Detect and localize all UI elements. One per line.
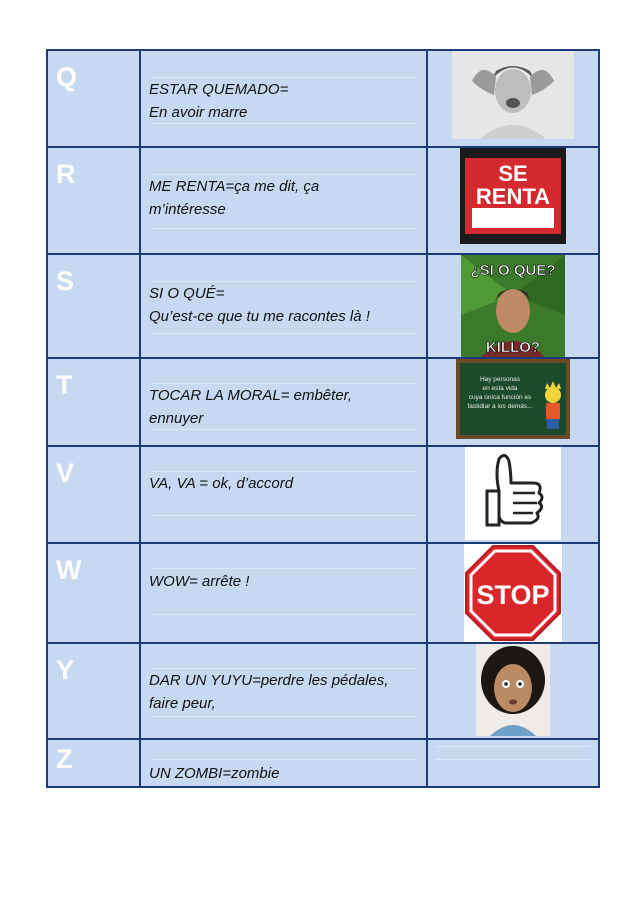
- expression-text: SI O QUÉ=: [149, 285, 225, 302]
- image-cell: [427, 254, 599, 358]
- row-letter: V: [56, 458, 75, 488]
- image-cell: [427, 358, 599, 446]
- expression-text: WOW= arrête !: [149, 573, 250, 590]
- letter-cell: [47, 543, 140, 643]
- row-letter: S: [56, 266, 75, 296]
- row-letter: Q: [56, 62, 78, 92]
- letter-cell: [47, 446, 140, 543]
- table-row: [47, 50, 599, 147]
- expression-text: DAR UN YUYU=perdre les pédales,: [149, 672, 389, 689]
- expression-text: UN ZOMBI=zombie: [149, 765, 280, 782]
- image-cell: [427, 50, 599, 147]
- thumbs-up-icon: [465, 447, 561, 540]
- table-row: [47, 254, 599, 358]
- svg-text:RENTA: RENTA: [475, 184, 551, 209]
- row-letter: Z: [56, 744, 73, 774]
- definition-cell: [140, 147, 427, 254]
- definition-cell: [140, 358, 427, 446]
- definition-cell: [140, 543, 427, 643]
- se-renta-sign-icon: [460, 148, 566, 244]
- definition-cell: [140, 50, 427, 147]
- row-letter: T: [56, 370, 73, 400]
- vocabulary-table: [46, 49, 600, 788]
- letter-cell: [47, 739, 140, 787]
- letter-cell: [47, 358, 140, 446]
- image-cell: [427, 739, 599, 787]
- stressed-man-photo-icon: [452, 51, 574, 139]
- svg-text:STOP: STOP: [476, 580, 550, 610]
- stop-sign-icon: [464, 544, 562, 642]
- definition-cell: [140, 446, 427, 543]
- row-letter: Y: [56, 655, 75, 685]
- svg-text:KILLO?: KILLO?: [485, 339, 541, 356]
- scared-woman-photo-icon: [476, 644, 550, 736]
- table-row: [47, 446, 599, 543]
- table-row: [47, 643, 599, 739]
- table-row: [47, 543, 599, 643]
- expression-text: ME RENTA=ça me dit, ça: [149, 178, 320, 195]
- image-cell: [427, 446, 599, 543]
- expression-text: ESTAR QUEMADO=: [149, 81, 289, 98]
- expression-text: VA, VA = ok, d’accord: [149, 475, 294, 492]
- image-cell: [427, 147, 599, 254]
- svg-text:fastidiar a los demás...: fastidiar a los demás...: [467, 403, 533, 410]
- definition-cell: [140, 643, 427, 739]
- letter-cell: [47, 147, 140, 254]
- svg-text:¿SI O QUE?: ¿SI O QUE?: [470, 262, 556, 279]
- table-row: [47, 147, 599, 254]
- translation-text: En avoir marre: [149, 104, 248, 121]
- translation-text: m’intéresse: [149, 201, 226, 218]
- letter-cell: [47, 643, 140, 739]
- definition-cell: [140, 254, 427, 358]
- svg-text:SE: SE: [498, 161, 528, 186]
- table-row: [47, 739, 599, 787]
- image-cell: [427, 543, 599, 643]
- letter-cell: [47, 50, 140, 147]
- svg-text:cuya única función es: cuya única función es: [468, 394, 532, 401]
- si-o-que-meme-icon: [461, 255, 565, 357]
- expression-text: TOCAR LA MORAL= embêter,: [149, 387, 352, 404]
- svg-text:Hay personas: Hay personas: [479, 376, 521, 383]
- row-letter: W: [56, 555, 82, 585]
- row-letter: R: [56, 159, 76, 189]
- translation-text: Qu’est-ce que tu me racontes là !: [149, 308, 370, 325]
- definition-cell: [140, 739, 427, 787]
- translation-text: faire peur,: [149, 695, 216, 712]
- chalkboard-meme-icon: [456, 359, 570, 439]
- translation-text: ennuyer: [149, 410, 204, 427]
- letter-cell: [47, 254, 140, 358]
- table-row: [47, 358, 599, 446]
- image-cell: [427, 643, 599, 739]
- svg-text:en esta vida: en esta vida: [482, 385, 518, 392]
